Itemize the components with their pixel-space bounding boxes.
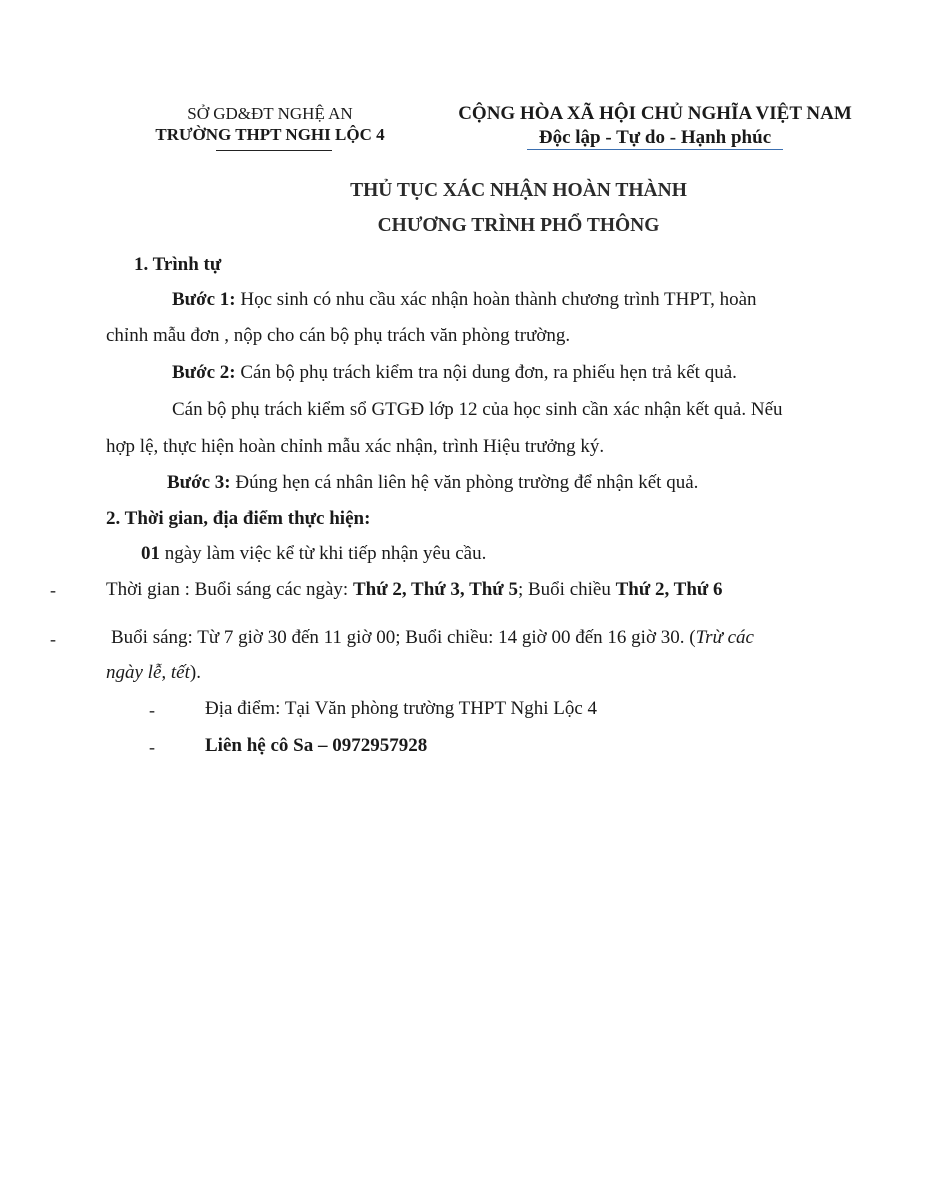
section-heading-time-location: 2. Thời gian, địa điểm thực hiện: xyxy=(106,508,371,529)
schedule-line xyxy=(106,579,723,601)
step3-label: Bước 3: xyxy=(167,472,231,493)
processing-duration xyxy=(141,543,486,565)
holidays-text: ngày lễ, tết xyxy=(106,662,190,683)
school-underline-divider xyxy=(216,150,332,151)
schedule-mid: ; Buổi chiều xyxy=(517,579,616,600)
bullet-dash: - xyxy=(50,580,56,600)
school-name: TRƯỜNG THPT NGHI LỘC 4 xyxy=(155,125,385,144)
document-title-line2: CHƯƠNG TRÌNH PHỔ THÔNG xyxy=(377,215,660,236)
step2-note: Cán bộ phụ trách kiểm sổ GTGĐ lớp 12 của học sinh cần xác nhận kết quả. Nếu xyxy=(172,399,783,420)
motto-underline-divider xyxy=(527,149,783,150)
hours-line-continuation xyxy=(106,662,201,684)
step2-text: Cán bộ phụ trách kiểm tra nội dung đơn, ra phiếu hẹn trả kết quả. xyxy=(235,362,737,383)
hours-close: ). xyxy=(189,662,201,683)
contact-line: Liên hệ cô Sa – 0972957928 xyxy=(205,735,428,756)
hours-line xyxy=(111,627,754,649)
duration-text: ngày làm việc kể từ khi tiếp nhận yêu cầu. xyxy=(160,543,487,564)
step2-label: Bước 2: xyxy=(172,362,236,383)
section-heading-procedure: 1. Trình tự xyxy=(134,254,222,275)
bullet-dash: - xyxy=(149,737,155,757)
step1-continuation: chỉnh mẫu đơn , nộp cho cán bộ phụ trách văn phòng trường. xyxy=(106,325,571,346)
step3-paragraph xyxy=(167,472,698,494)
step1-text: Học sinh có nhu cầu xác nhận hoàn thành chương trình THPT, hoàn xyxy=(235,289,757,310)
step1-paragraph xyxy=(172,289,757,311)
location-line: Địa điểm: Tại Văn phòng trường THPT Nghi Lộc 4 xyxy=(205,698,598,719)
department-name: SỞ GD&ĐT NGHỆ AN xyxy=(187,104,353,123)
hours-exception: Trừ các xyxy=(695,627,754,648)
afternoon-days: Thứ 2, Thứ 6 xyxy=(615,579,723,600)
hours-text: Buổi sáng: Từ 7 giờ 30 đến 11 giờ 00; Buổi chiều: 14 giờ 00 đến 16 giờ 30. ( xyxy=(111,627,696,648)
schedule-prefix: Thời gian : Buổi sáng các ngày: xyxy=(106,579,353,600)
document-title-line1: THỦ TỤC XÁC NHẬN HOÀN THÀNH xyxy=(350,180,687,201)
morning-days: Thứ 2, Thứ 3, Thứ 5 xyxy=(352,579,518,600)
nation-name: CỘNG HÒA XÃ HỘI CHỦ NGHĨA VIỆT NAM xyxy=(458,103,852,124)
duration-number: 01 xyxy=(141,543,160,564)
national-motto: Độc lập - Tự do - Hạnh phúc xyxy=(538,127,772,148)
step2-paragraph xyxy=(172,362,737,384)
bullet-dash: - xyxy=(50,629,56,649)
step3-text: Đúng hẹn cá nhân liên hệ văn phòng trường để nhận kết quả. xyxy=(230,472,699,493)
step2-note-continuation: hợp lệ, thực hiện hoàn chỉnh mẫu xác nhận, trình Hiệu trưởng ký. xyxy=(106,436,605,457)
step1-label: Bước 1: xyxy=(172,289,236,310)
bullet-dash: - xyxy=(149,700,155,720)
